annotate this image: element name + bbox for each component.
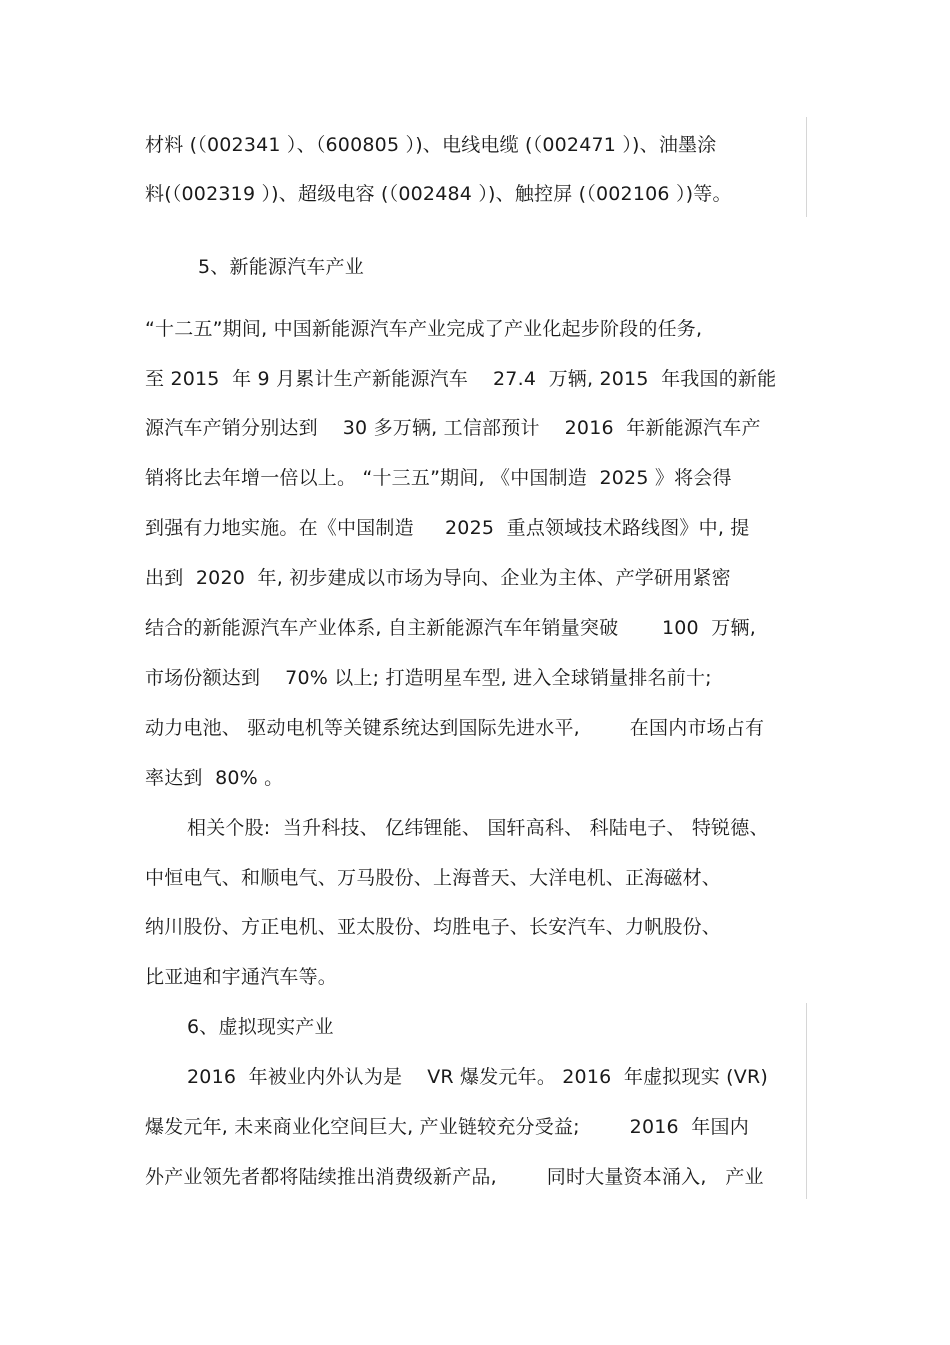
text-line: 动力电池、 驱动电机等关键系统达到国际先进水平, 在国内市场占有: [145, 717, 765, 739]
text-line: 比亚迪和宇通汽车等。: [145, 966, 338, 988]
text-line: 至 2015 年 9 月累计生产新能源汽车 27.4 万辆, 2015 年我国的新能: [145, 368, 777, 390]
text-line: 材料 (（002341 ）、（600805 ）)、电线电缆 (（002471 ）)、油墨涂: [145, 134, 717, 156]
text-line: 结合的新能源汽车产业体系, 自主新能源汽车年销量突破 100 万辆,: [145, 617, 756, 639]
text-line: 源汽车产销分别达到 30 多万辆, 工信部预计 2016 年新能源汽车产: [145, 417, 761, 439]
text-line: “十二五”期间, 中国新能源汽车产业完成了产业化起步阶段的任务,: [145, 318, 703, 340]
text-line: 外产业领先者都将陆续推出消费级新产品, 同时大量资本涌入, 产业: [145, 1166, 764, 1188]
text-line: 料(（002319 ）)、超级电容 (（002484 ）)、触控屏 (（002106 ）)等。: [145, 183, 732, 205]
text-line: 爆发元年, 未来商业化空间巨大, 产业链较充分受益; 2016 年国内: [145, 1116, 749, 1138]
text-line: 出到 2020 年, 初步建成以市场为导向、企业为主体、产学研用紧密: [145, 567, 731, 589]
column-rule: [806, 1003, 807, 1199]
text-line: 销将比去年增一倍以上。 “十三五”期间, 《中国制造 2025 》将会得: [145, 467, 732, 489]
text-line: 相关个股: 当升科技、 亿纬锂能、 国轩高科、 科陆电子、 特锐德、: [187, 817, 769, 839]
text-line: 率达到 80% 。: [145, 767, 284, 789]
text-line: 纳川股份、方正电机、亚太股份、均胜电子、长安汽车、力帆股份、: [145, 916, 722, 938]
section-heading: 5、新能源汽车产业: [198, 256, 364, 278]
column-rule: [806, 117, 807, 217]
section-heading: 6、虚拟现实产业: [187, 1016, 334, 1038]
text-line: 中恒电气、和顺电气、万马股份、上海普天、大洋电机、正海磁材、: [145, 867, 722, 889]
text-line: 到强有力地实施。在《中国制造 2025 重点领域技术路线图》中, 提: [145, 517, 750, 539]
text-line: 市场份额达到 70% 以上; 打造明星车型, 进入全球销量排名前十;: [145, 667, 712, 689]
text-line: 2016 年被业内外认为是 VR 爆发元年。 2016 年虚拟现实 (VR): [187, 1066, 768, 1088]
